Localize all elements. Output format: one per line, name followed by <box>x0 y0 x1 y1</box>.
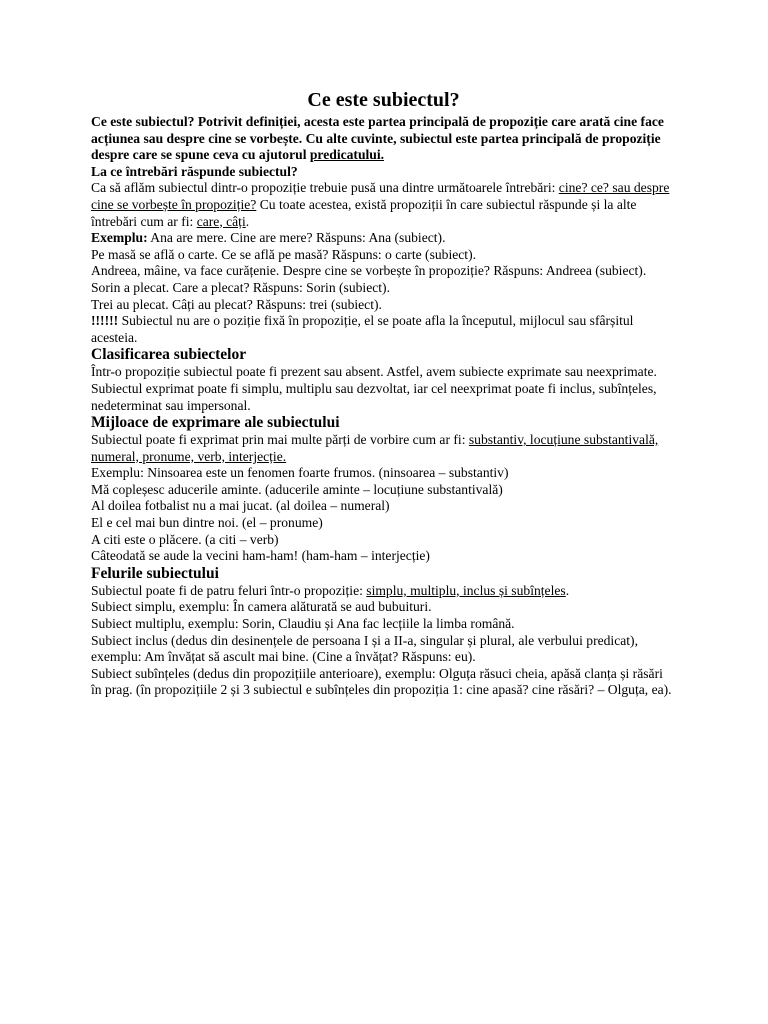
questions-link-1[interactable]: cine? ce? sau despre cine se vorbește în propoziție? <box>91 180 670 212</box>
note-marks: !!!!!! <box>91 313 119 329</box>
classification-heading: Clasificarea subiectelor <box>91 346 247 364</box>
kinds-line: Subiect multiplu, exemplu: Sorin, Claudiu și Ana fac lecțiile la limba română. <box>91 616 515 632</box>
example-line: Andreea, mâine, va face curățenie. Despre cine se vorbește în propoziție? Răspuns: Andreea (subiect). <box>91 263 647 279</box>
example-label: Exemplu: <box>91 230 148 246</box>
example-line: Pe masă se află o carte. Ce se află pe masă? Răspuns: o carte (subiect). <box>91 246 476 262</box>
classification-paragraph: Într-o propoziție subiectul poate fi prezent sau absent. Astfel, avem subiecte exprimate sau neexprimate. Subiectul exprimat poate fi simplu, multiplu sau dezvoltat, iar cel neexprimat poate fi inclus, subînțeles, nedeterminat sau impersonal. <box>91 364 657 413</box>
means-example: A citi este o plăcere. (a citi – verb) <box>91 531 279 547</box>
means-example: El e cel mai bun dintre noi. (el – pronume) <box>91 515 323 531</box>
page-title: Ce este subiectul? <box>307 89 460 111</box>
means-intro <box>91 432 676 465</box>
kinds-intro <box>91 583 676 600</box>
kinds-line: Subiect simplu, exemplu: În camera alăturată se aud bubuituri. <box>91 599 432 615</box>
means-heading: Mijloace de exprimare ale subiectului <box>91 414 340 432</box>
means-intro-text: Subiectul poate fi exprimat prin mai multe părți de vorbire cum ar fi: <box>91 432 469 448</box>
kinds-intro-link[interactable]: simplu, multiplu, inclus și subînțeles <box>366 582 566 598</box>
kinds-line: Subiect inclus (dedus din desinențele de persoana I și a II-a, singular și plural, ale verbului predicat), exemplu: Am învățat să ascult mai bine. (Cine a învățat? Răspuns: eu). <box>91 632 638 665</box>
kinds-line: Subiect subînțeles (dedus din propozițiile anterioare), exemplu: Olguța răsuci cheia, apăsă clanța și răsări în prag. (în propozițiile 2 și 3 subiectul e subînțeles din propoziția 1: cine apasă? cine răsări? – Olguța, ea). <box>91 665 672 698</box>
questions-paragraph <box>91 180 676 230</box>
questions-text-1: Ca să aflăm subiectul dintr-o propoziție trebuie pusă una dintre următoarele întrebări: <box>91 180 559 196</box>
means-example: Câteodată se aude la vecini ham-ham! (ham-ham – interjecție) <box>91 548 430 564</box>
means-example: Exemplu: Ninsoarea este un fenomen foarte frumos. (ninsoarea – substantiv) <box>91 465 509 481</box>
predicate-link[interactable]: predicatului. <box>309 147 385 163</box>
document-body <box>91 88 676 699</box>
intro-text: Ce este subiectul? Potrivit definiției, acesta este partea principală de propoziție care arată cine face acțiunea sau despre cine se vorbește. Cu alte cuvinte, subiectul este partea principală de propoziție despre care se spune ceva cu ajutorul <box>91 114 664 163</box>
kinds-intro-end: . <box>565 582 570 598</box>
intro-paragraph <box>91 114 676 164</box>
example-line <box>91 230 676 247</box>
kinds-heading: Felurile subiectului <box>91 564 219 582</box>
example-first: Ana are mere. Cine are mere? Răspuns: Ana (subiect). <box>147 230 446 246</box>
means-example: Mă copleșesc aducerile aminte. (aducerile aminte – locuțiune substantivală) <box>91 481 503 497</box>
note-paragraph <box>91 313 676 346</box>
questions-heading: La ce întrebări răspunde subiectul? <box>91 163 298 179</box>
kinds-intro-text: Subiectul poate fi de patru feluri într-o propoziție: <box>91 582 367 598</box>
means-intro-link[interactable]: substantiv, locuțiune substantivală, numeral, pronume, verb, interjecție. <box>91 432 659 464</box>
means-example: Al doilea fotbalist nu a mai jucat. (al doilea – numeral) <box>91 498 390 514</box>
questions-text-3: . <box>245 213 250 229</box>
questions-text-2: Cu toate acestea, există propoziții în care subiectul răspunde și la alte întrebări cum ar fi: <box>91 196 637 229</box>
example-line: Trei au plecat. Câți au plecat? Răspuns: trei (subiect). <box>91 296 382 312</box>
example-line: Sorin a plecat. Care a plecat? Răspuns: Sorin (subiect). <box>91 279 390 295</box>
questions-link-2[interactable]: care, câți <box>196 213 246 229</box>
note-text: Subiectul nu are o poziție fixă în propoziție, el se poate afla la începutul, mijlocul sau sfârșitul acesteia. <box>91 313 634 345</box>
